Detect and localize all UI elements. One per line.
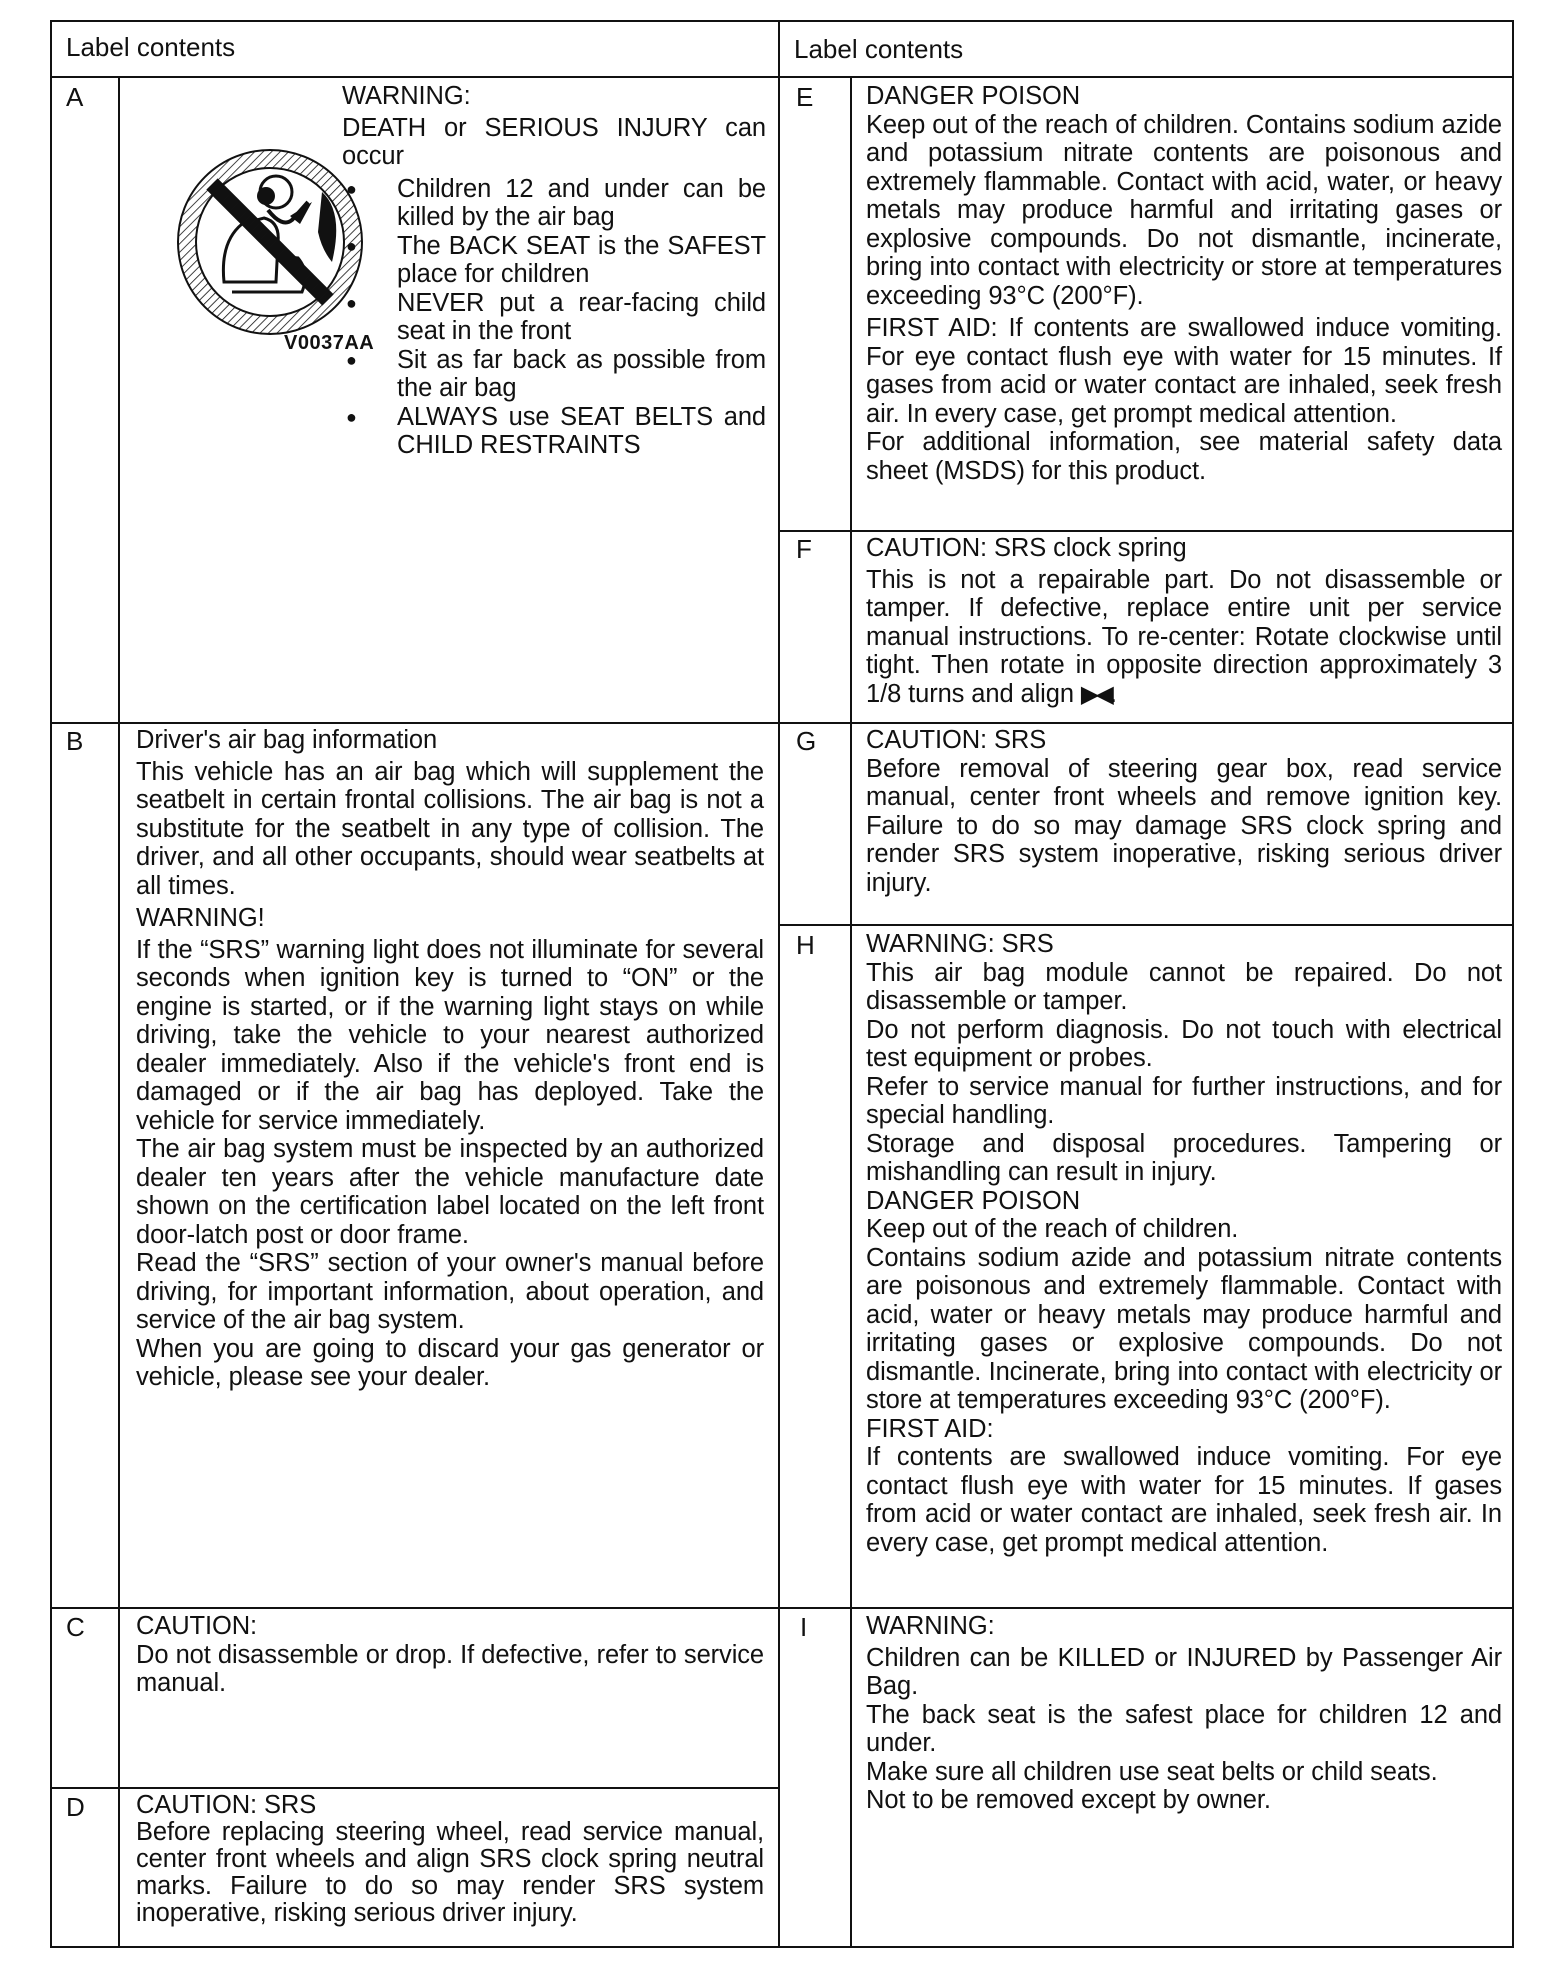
- label-e-title: DANGER POISON: [866, 82, 1081, 110]
- label-h-para-5: Keep out of the reach of children.: [866, 1215, 1239, 1243]
- list-item: ● Children 12 and under can be killed by the air bag: [342, 175, 766, 232]
- label-h-para-4: Storage and disposal procedures. Tampering or mishandling can result in injury.: [866, 1129, 1502, 1186]
- list-item: ● ALWAYS use SEAT BELTS and CHILD RESTRAINTS: [342, 403, 766, 460]
- divider-left-letter: [118, 78, 120, 1948]
- label-e-para-2: FIRST AID: If contents are swallowed induce vomiting. For eye contact flush eye with water for 15 minutes. If gases from acid or water contact are inhaled, seek fresh air. In every case, get prompt medical attention.: [866, 314, 1502, 428]
- label-letter-c: C: [66, 1612, 85, 1642]
- divider-a-b: [52, 722, 778, 724]
- header-left: Label contents: [66, 32, 236, 62]
- label-a-intro: DEATH or SERIOUS INJURY can occur: [342, 113, 766, 170]
- label-c-title: CAUTION:: [136, 1612, 258, 1640]
- label-b-para-4: Read the “SRS” section of your owner's manual before driving, for important information, about operation, and service of the air bag system.: [136, 1249, 764, 1334]
- label-letter-d: D: [66, 1792, 85, 1822]
- label-e-para-3: For additional information, see material safety data sheet (MSDS) for this product.: [866, 428, 1502, 485]
- label-e-text: [866, 82, 1502, 485]
- label-h-para-2: Do not perform diagnosis. Do not touch with electrical test equipment or probes.: [866, 1015, 1502, 1072]
- label-a-title: WARNING:: [342, 82, 471, 110]
- label-a-text: [342, 82, 766, 460]
- label-c-para-1: Do not disassemble or drop. If defective, refer to service manual.: [136, 1640, 764, 1697]
- label-table: [50, 20, 1514, 1948]
- label-h-title-3: FIRST AID:: [866, 1414, 994, 1443]
- label-h-para-3: Refer to service manual for further instructions, and for special handling.: [866, 1072, 1502, 1129]
- label-h-text: [866, 930, 1502, 1557]
- label-b-para-1: This vehicle has an air bag which will supplement the seatbelt in certain frontal collisions. The air bag is not a substitute for the seatbelt in any type of collision. The driver, and all other occupants, should wear seatbelts at all times.: [136, 757, 764, 900]
- label-i-para-3: Make sure all children use seat belts or child seats.: [866, 1757, 1438, 1786]
- label-f-end: .: [1109, 679, 1117, 708]
- align-marks-icon: ▶◀: [1080, 680, 1110, 708]
- divider-right-letter: [850, 78, 852, 1948]
- divider-c-d: [52, 1787, 778, 1789]
- divider-h-i: [778, 1607, 1514, 1609]
- label-h-title: WARNING: SRS: [866, 930, 1054, 958]
- label-i-para-4: Not to be removed except by owner.: [866, 1786, 1271, 1814]
- label-h-para-7: If contents are swallowed induce vomiting. For eye contact flush eye with water for 15 minutes. If gases from acid or water contact are inhaled, seek fresh air. In every case, get prompt medical attention.: [866, 1443, 1502, 1557]
- label-i-title: WARNING:: [866, 1612, 995, 1640]
- label-letter-i: I: [800, 1612, 808, 1642]
- divider-b-c: [52, 1607, 778, 1609]
- header-right: Label contents: [794, 34, 964, 64]
- label-f-title: CAUTION: SRS clock spring: [866, 534, 1187, 562]
- label-a-bullets: [342, 175, 766, 460]
- label-f-para-1: This is not a repairable part. Do not disassemble or tamper. If defective, replace entire unit per service manual instructions. To re-center: Rotate clockwise until tight. Then rotate in opposite direction approximately 3 1/8 turns and align: [866, 565, 1502, 708]
- label-letter-b: B: [66, 726, 84, 756]
- label-d-text: [136, 1792, 764, 1927]
- label-d-para-1: Before replacing steering wheel, read service manual, center front wheels and align SRS clock spring neutral marks. Failure to do so may render SRS system inoperative, risking serious driver injury.: [136, 1818, 764, 1927]
- label-f-text: [866, 534, 1502, 709]
- label-h-title-2: DANGER POISON: [866, 1186, 1081, 1215]
- divider-header: [52, 76, 1514, 78]
- list-item: ● Sit as far back as possible from the air bag: [342, 346, 766, 403]
- label-i-para-2: The back seat is the safest place for children 12 and under.: [866, 1700, 1502, 1757]
- label-letter-e: E: [796, 82, 814, 112]
- label-e-para-1: Keep out of the reach of children. Contains sodium azide and potassium nitrate contents are poisonous and extremely flammable. Contact with acid, water, or heavy metals may produce harmful and irritating gases or explosive compounds. Do not dismantle, incinerate, bring into contact with electricity or store at temperatures exceeding 93°C (200°F).: [866, 110, 1502, 310]
- label-b-para-2: If the “SRS” warning light does not illuminate for several seconds when ignition key is turned to “ON” or the engine is started, or if the warning light stays on while driving, take the vehicle to your nearest authorized dealer immediately. Also if the vehicle's front end is damaged or if the air bag has deployed. Take the vehicle for service immediately.: [136, 935, 764, 1135]
- label-d-title: CAUTION: SRS: [136, 1791, 317, 1819]
- label-i-text: [866, 1612, 1502, 1815]
- label-b-text: [136, 726, 764, 1392]
- label-g-text: [866, 726, 1502, 897]
- label-letter-a: A: [66, 82, 84, 112]
- label-b-para-5: When you are going to discard your gas generator or vehicle, please see your dealer.: [136, 1334, 764, 1391]
- divider-center: [778, 22, 780, 1948]
- label-g-para-1: Before removal of steering gear box, read service manual, center front wheels and remove ignition key. Failure to do so may damage SRS clock spring and render SRS system inoperative, risking serious driver injury.: [866, 754, 1502, 897]
- divider-g-h: [778, 924, 1514, 926]
- divider-f-g: [778, 722, 1514, 724]
- divider-e-f: [778, 530, 1514, 532]
- label-b-para-3: The air bag system must be inspected by an authorized dealer ten years after the vehicle manufacture date shown on the certification label located on the left front door-latch post or door frame.: [136, 1135, 764, 1249]
- label-letter-h: H: [796, 930, 815, 960]
- label-h-para-1: This air bag module cannot be repaired. Do not disassemble or tamper.: [866, 958, 1502, 1015]
- label-letter-f: F: [796, 534, 812, 564]
- label-b-title: Driver's air bag information: [136, 726, 438, 754]
- label-h-para-6: Contains sodium azide and potassium nitrate contents are poisonous and extremely flammable. Contact with acid, water or heavy metals may produce harmful and irritating gases or explosive compounds. Do not dismantle. Incinerate, bring into contact with electricity or store at temperatures exceeding 93°C (200°F).: [866, 1243, 1502, 1414]
- list-item: ● NEVER put a rear-facing child seat in the front: [342, 289, 766, 346]
- label-b-warning: WARNING!: [136, 904, 265, 932]
- label-letter-g: G: [796, 726, 817, 756]
- label-c-text: [136, 1612, 764, 1698]
- label-g-title: CAUTION: SRS: [866, 726, 1047, 754]
- label-i-para-1: Children can be KILLED or INJURED by Passenger Air Bag.: [866, 1643, 1502, 1700]
- list-item: ● The BACK SEAT is the SAFEST place for children: [342, 232, 766, 289]
- pictogram-code: V0037AA: [284, 332, 375, 354]
